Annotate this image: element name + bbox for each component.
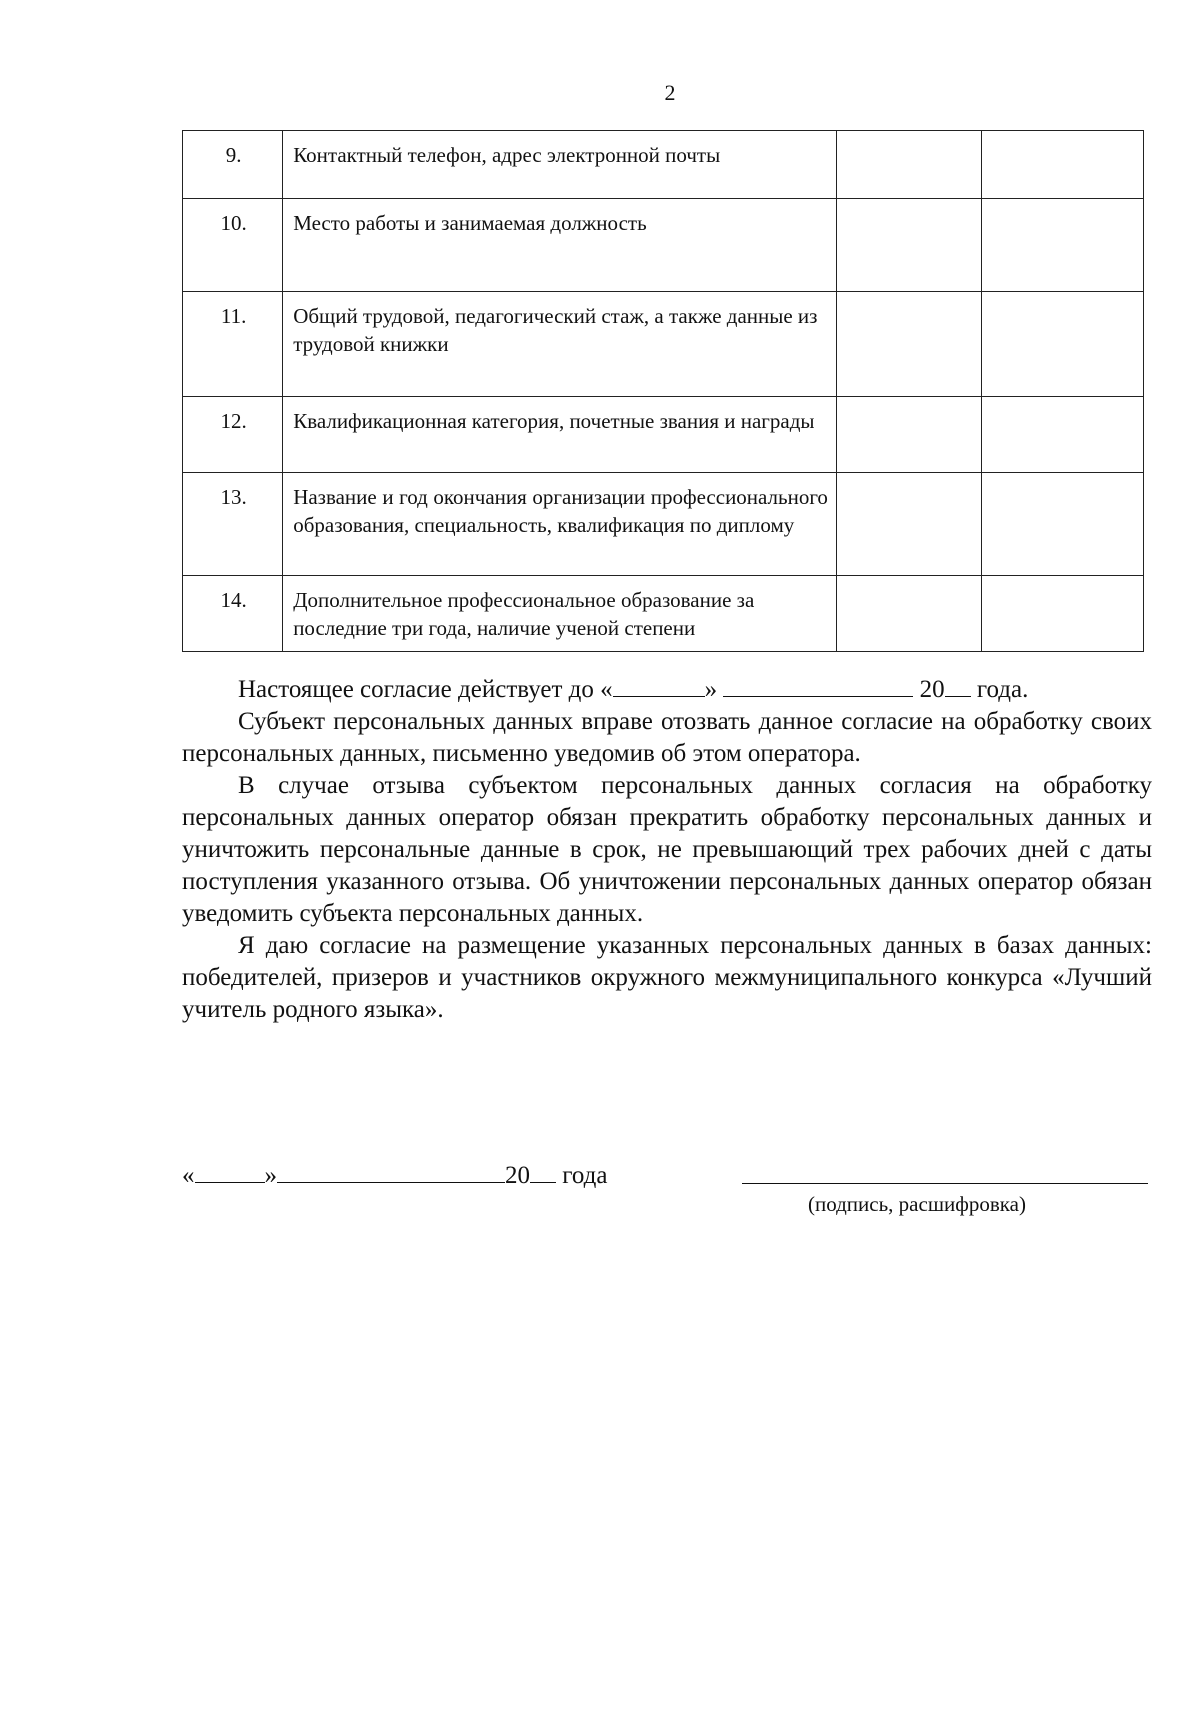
row-label: Дополнительное профессиональное образование за последние три года, наличие ученой степени [283,576,837,652]
validity-suffix: года. [976,676,1029,703]
table-row [183,473,1144,576]
consent-cell [836,397,981,473]
consent-cell [982,292,1144,397]
row-number: 9. [183,131,283,199]
consent-cell [982,199,1144,292]
consent-text [182,674,1152,1026]
date-month-blank [277,1160,505,1183]
consent-cell [836,473,981,576]
row-number: 13. [183,473,283,576]
consent-cell [982,131,1144,199]
consent-cell [982,397,1144,473]
row-number: 12. [183,397,283,473]
month-blank [723,674,913,697]
row-label: Контактный телефон, адрес электронной почты [283,131,837,199]
table-row [183,576,1144,652]
row-label: Место работы и занимаемая должность [283,199,837,292]
date-line [182,1160,607,1190]
date-day-blank [195,1160,265,1183]
validity-line [238,674,1152,706]
row-label: Общий трудовой, педагогический стаж, а также данные из трудовой книжки [283,292,837,397]
day-blank [613,674,705,697]
page-number: 2 [664,80,676,105]
consent-cell [982,576,1144,652]
paragraph-consent: Я даю согласие на размещение указанных персональных данных в базах данных: победителей, призеров и участников окружного межмуниципального конкурса «Лучший учитель родного языка». [182,932,1152,1023]
personal-data-table [182,130,1144,652]
row-number: 10. [183,199,283,292]
row-number: 14. [183,576,283,652]
row-number: 11. [183,292,283,397]
row-label: Название и год окончания организации профессионального образования, специальность, квалификация по диплому [283,473,837,576]
date-year-prefix: 20 [505,1162,530,1189]
row-label: Квалификационная категория, почетные звания и награды [283,397,837,473]
consent-cell [836,292,981,397]
consent-cell [836,131,981,199]
paragraph-revoke: Субъект персональных данных вправе отозвать данное согласие на обработку своих персональных данных, письменно уведомив об этом оператора. [182,708,1152,767]
consent-cell [836,199,981,292]
paragraph-withdrawal: В случае отзыва субъектом персональных данных согласия на обработку персональных данных оператор обязан прекратить обработку персональных данных и уничтожить персональные данные в срок, не превышающий трех рабочих дней с даты поступления указанного отзыва. Об уничтожении персональных данных оператор обязан уведомить субъекта персональных данных. [182,772,1152,927]
table-row [183,397,1144,473]
validity-prefix: Настоящее согласие действует до « [238,676,613,703]
date-year-blank [530,1160,556,1183]
table-row [183,131,1144,199]
signature-caption: (подпись, расшифровка) [808,1192,1026,1216]
table-row [183,199,1144,292]
date-year-suffix: года [562,1162,608,1189]
consent-cell [982,473,1144,576]
validity-quote-close: » [704,676,718,703]
date-close-quote: » [264,1162,277,1189]
validity-year-prefix: 20 [919,676,945,703]
consent-cell [836,576,981,652]
year-blank [945,674,971,697]
signature-line [742,1183,1148,1184]
date-open-quote: « [182,1162,195,1189]
table-row [183,292,1144,397]
